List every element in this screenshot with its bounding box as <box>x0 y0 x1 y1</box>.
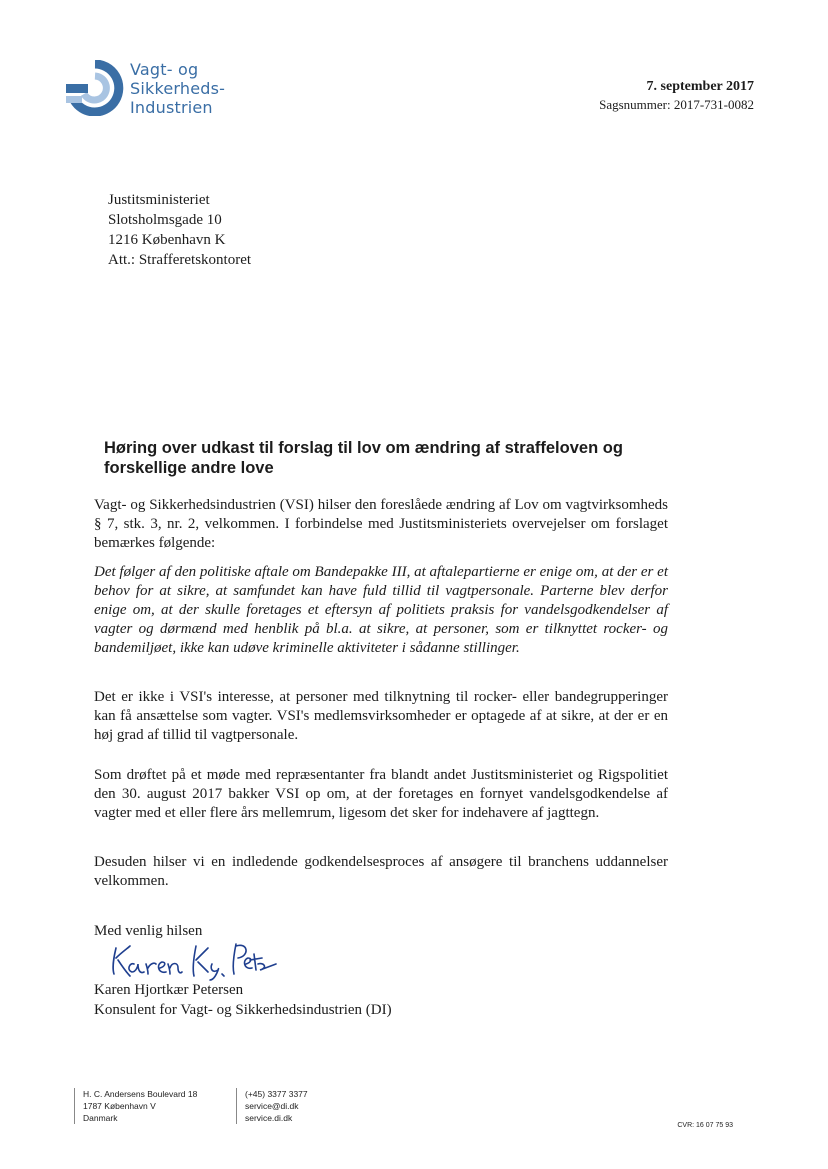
letter-subject: Høring over udkast til forslag til lov om ændring af straffeloven og forskellige andre love <box>104 439 623 477</box>
logo-line-1: Vagt- og <box>130 60 199 79</box>
footer-email[interactable]: service@di.dk <box>245 1101 299 1111</box>
closing-greeting: Med venlig hilsen <box>94 923 203 939</box>
recipient-attention: Att.: Strafferetskontoret <box>108 252 252 268</box>
body-paragraph-1: Vagt- og Sikkerhedsindustrien (VSI) hilser den foreslåede ændring af Lov om vagtvirksomheds § 7, stk. 3, nr. 2, velkommen. I forbindelse med Justitsministeriets overvejelser om forslaget bemærkes følgende: <box>94 497 668 551</box>
signer-title: Konsulent for Vagt- og Sikkerhedsindustrien (DI) <box>94 1002 392 1018</box>
body-paragraph-2-quote: Det følger af den politiske aftale om Bandepakke III, at aftalepartierne er enige om, at der er et behov for at sikre, at samfundet kan have fuld tillid til vagtpersonale. Parterne blev derfor enige om, at der skulle foretages et eftersyn af politiets praksis for vandelsgodkendelser af vagter og dørmænd med henblik på bl.a. at sikre, at personer, som er tilknyttet rocker- og bandemiljøet, ikke kan udøve kriminelle aktiviteter i sådanne stillinger. <box>94 564 668 656</box>
footer-address-line-1: H. C. Andersens Boulevard 18 <box>83 1089 198 1099</box>
footer-cvr: CVR: 16 07 75 93 <box>677 1122 733 1129</box>
logo-line-2: Sikkerheds- <box>130 79 226 98</box>
body-paragraph-4: Som drøftet på et møde med repræsentanter fra blandt andet Justitsministeriet og Rigspolitiet den 30. august 2017 bakker VSI op om, at der foretages en fornyet vandelsgodkendelse af vagter med et eller flere års mellemrum, ligesom det sker for indehavere af jagttegn. <box>94 767 668 821</box>
recipient-city: 1216 København K <box>108 232 226 248</box>
recipient-street: Slotsholmsgade 10 <box>108 212 222 228</box>
handwritten-signature <box>108 934 278 982</box>
signer-name: Karen Hjortkær Petersen <box>94 982 244 998</box>
letter-header-info <box>599 78 754 114</box>
footer-web[interactable]: service.di.dk <box>245 1113 293 1123</box>
footer-address <box>74 1088 197 1124</box>
case-number: Sagsnummer: 2017-731-0082 <box>599 97 754 112</box>
body-paragraph-3: Det er ikke i VSI's interesse, at personer med tilknytning til rocker- eller bandegrupperinger kan få ansættelse som vagter. VSI's medlemsvirksomheder er optagede af at sikre, at der er en høj grad af tillid til vagtpersonale. <box>94 689 668 743</box>
body-paragraph-5: Desuden hilser vi en indledende godkendelsesproces af ansøgere til branchens uddannelser velkommen. <box>94 854 668 889</box>
footer-address-line-2: 1787 København V <box>83 1101 156 1111</box>
logo-line-3: Industrien <box>130 98 213 117</box>
vsi-logo <box>66 60 225 117</box>
recipient-name: Justitsministeriet <box>108 192 210 208</box>
letter-date: 7. september 2017 <box>646 79 754 94</box>
footer-contact <box>236 1088 308 1124</box>
vsi-logo-icon <box>66 60 124 116</box>
footer-phone: (+45) 3377 3377 <box>245 1089 308 1099</box>
footer-address-line-3: Danmark <box>83 1113 118 1123</box>
signer-block <box>94 980 392 1020</box>
recipient-address <box>108 190 251 270</box>
